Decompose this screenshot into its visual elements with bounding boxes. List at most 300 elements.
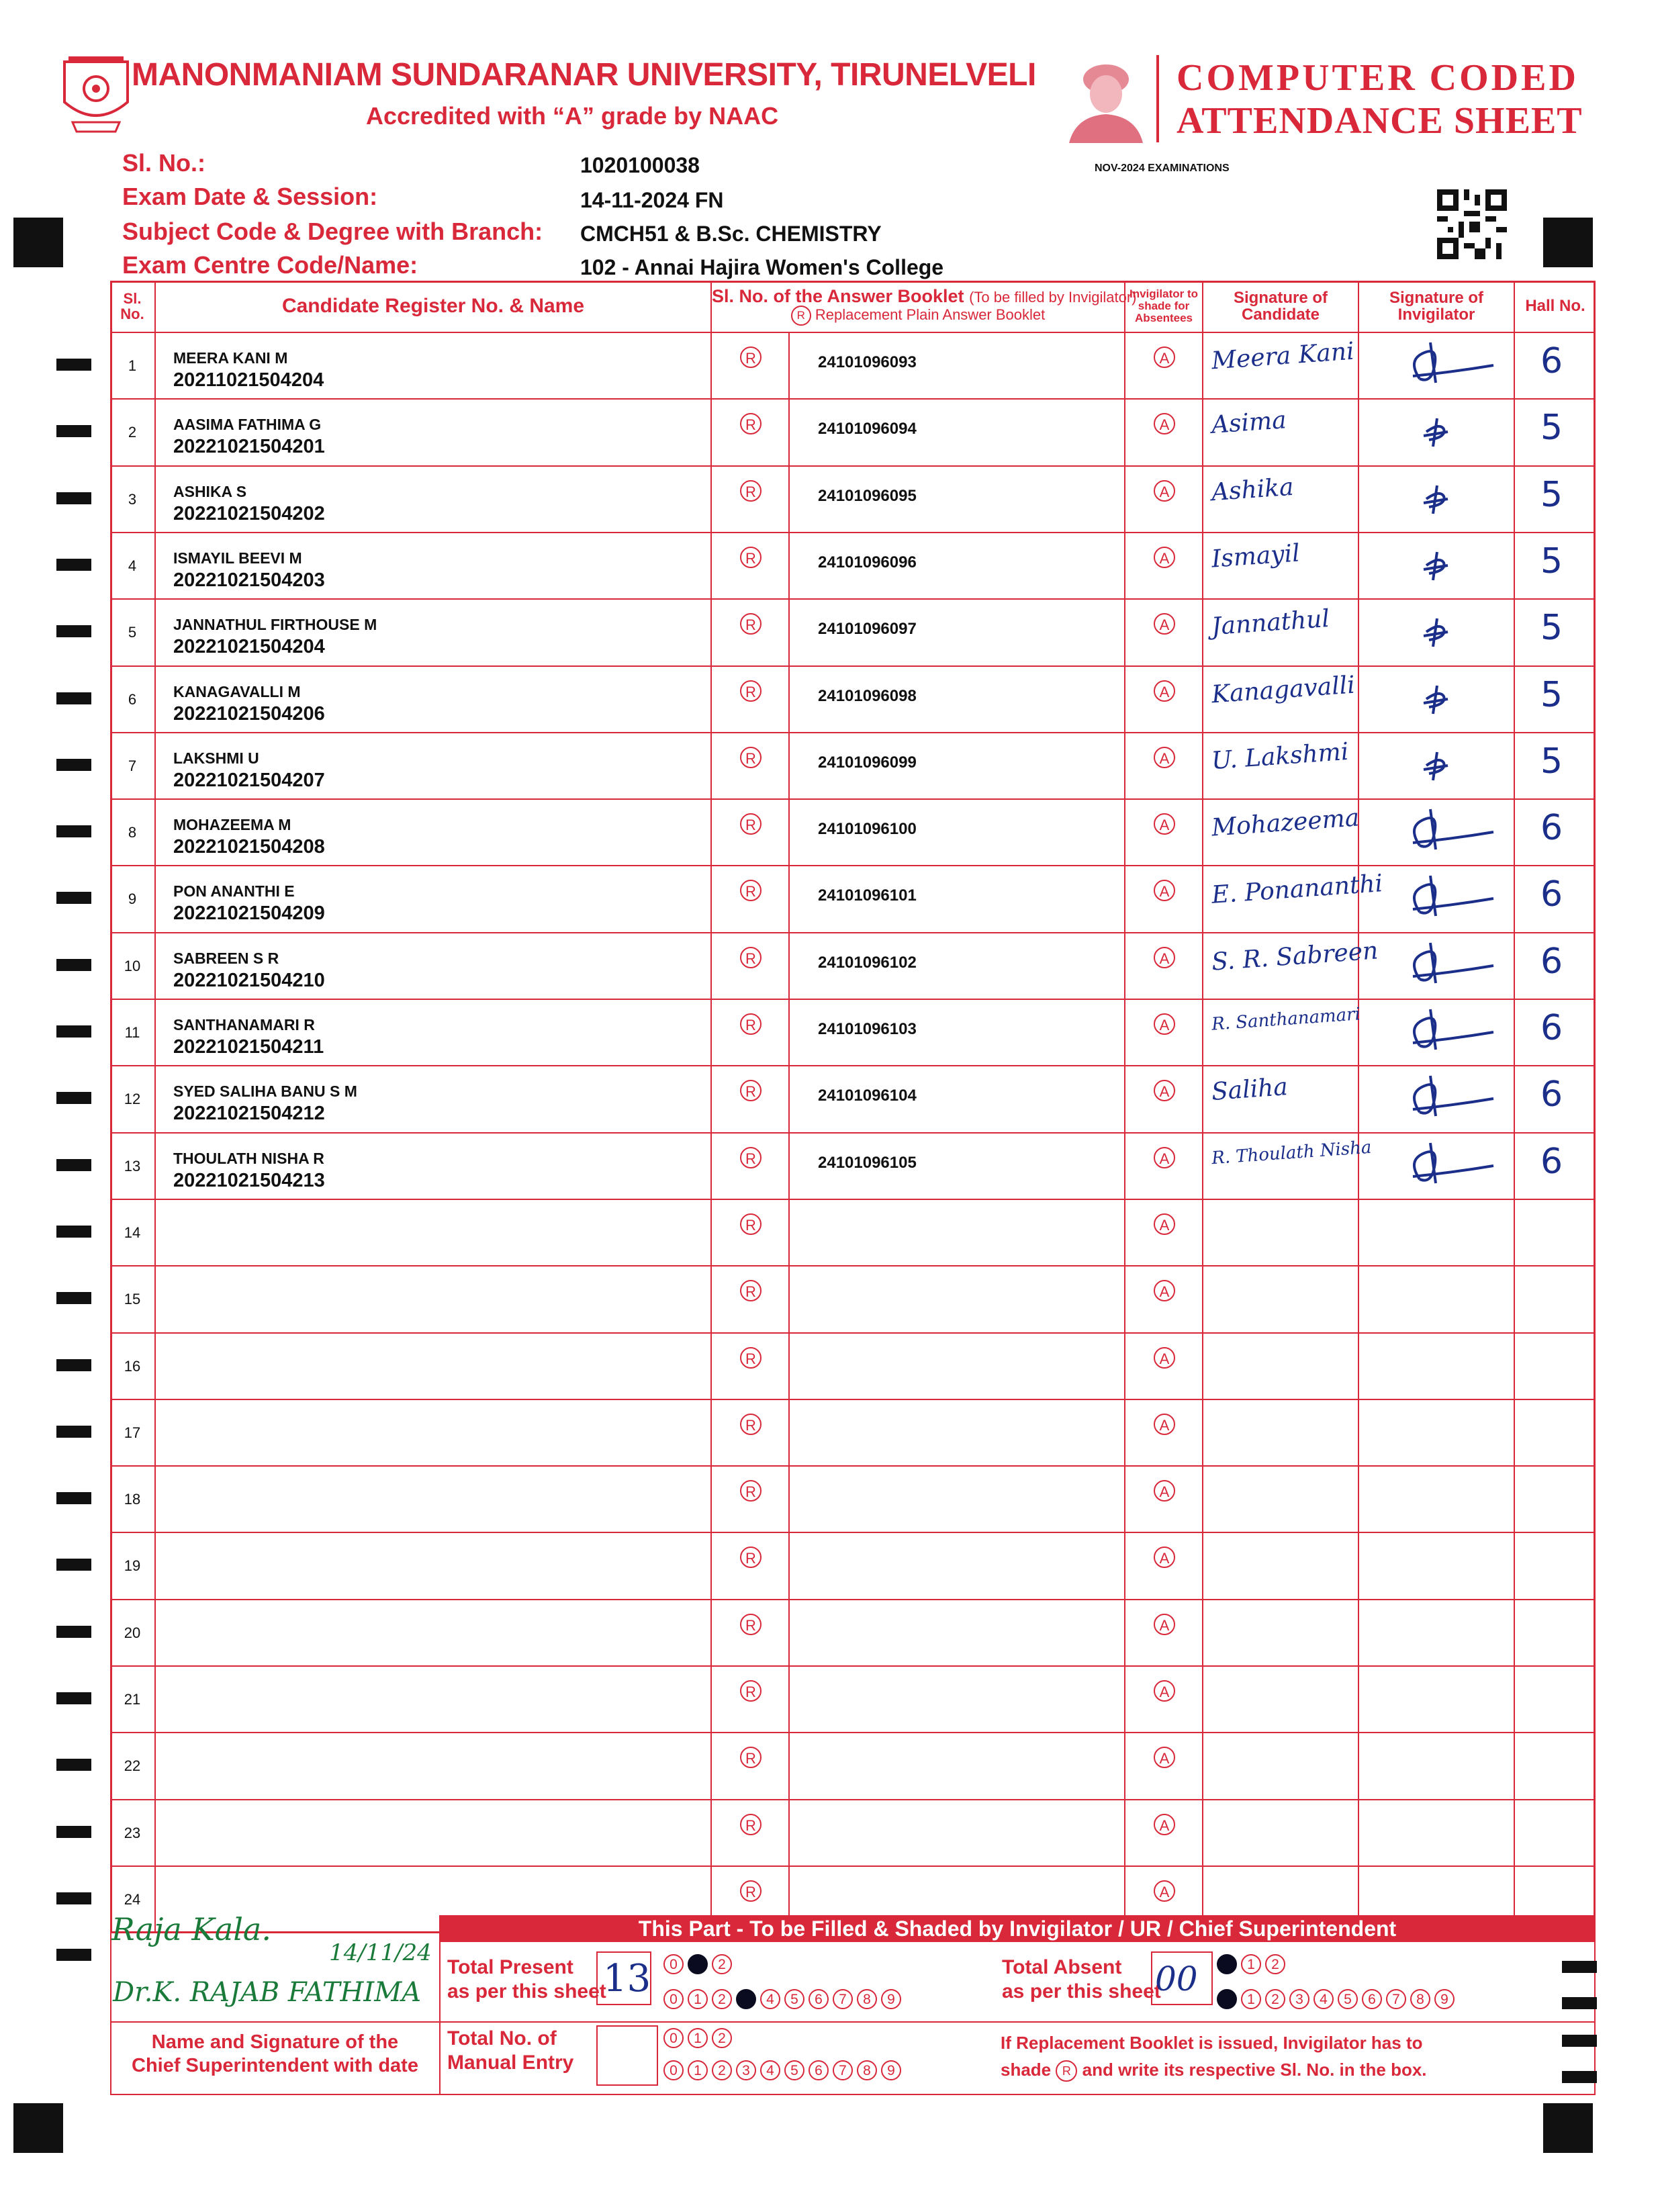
hall-number: 6 — [1540, 808, 1563, 848]
absentee-cell — [1125, 1533, 1203, 1599]
candidate-cell — [156, 1334, 712, 1399]
digit-bubble[interactable]: 7 — [833, 1989, 853, 2009]
booklet-cell[interactable] — [790, 1667, 1125, 1732]
row-sl-no: 12 — [110, 1066, 156, 1132]
col-sig-invigilator-header: Signature of Invigilator — [1359, 281, 1515, 332]
timing-mark — [1562, 2035, 1597, 2047]
replacement-bubble[interactable]: R — [740, 1414, 762, 1435]
digit-bubble[interactable]: 9 — [881, 2060, 901, 2080]
hall-number: 5 — [1540, 408, 1563, 448]
booklet-cell[interactable] — [790, 933, 1125, 999]
candidate-signature-cell[interactable] — [1203, 866, 1384, 932]
replacement-cell — [712, 1000, 790, 1065]
replacement-cell — [712, 866, 790, 932]
hall-number: 5 — [1540, 475, 1563, 515]
digit-bubble[interactable]: 4 — [760, 1989, 780, 2009]
row-sl-no: 10 — [110, 933, 156, 999]
table-row — [110, 398, 1596, 465]
invigilator-signature-cell[interactable] — [1359, 1733, 1515, 1799]
candidate-signature-cell[interactable] — [1203, 1066, 1359, 1132]
absent-bubble[interactable]: A — [1154, 1480, 1175, 1502]
candidate-signature-cell[interactable] — [1203, 1000, 1359, 1065]
absent-bubble[interactable]: A — [1154, 1280, 1175, 1301]
booklet-cell[interactable] — [790, 1733, 1125, 1799]
booklet-cell[interactable] — [790, 1334, 1125, 1399]
booklet-cell[interactable] — [790, 1134, 1125, 1199]
total-absent-box[interactable] — [1151, 1951, 1213, 2005]
table-row — [110, 1532, 1596, 1599]
exam-note: NOV-2024 EXAMINATIONS — [1095, 163, 1230, 174]
replacement-cell — [712, 667, 790, 732]
hall-cell[interactable] — [1515, 1334, 1596, 1399]
candidate-signature: E. Ponananthi — [1210, 870, 1384, 909]
digit-bubble[interactable]: 5 — [1338, 1989, 1358, 2009]
candidate-signature-cell[interactable] — [1203, 533, 1359, 598]
absent-bubble[interactable]: A — [1154, 1013, 1175, 1035]
hall-cell[interactable] — [1515, 1000, 1596, 1065]
booklet-number: 24101096105 — [818, 1154, 917, 1172]
table-row — [110, 1199, 1596, 1265]
timing-mark — [56, 1826, 91, 1838]
digit-bubble[interactable]: 1 — [1241, 1989, 1261, 2009]
digit-bubble[interactable]: 1 — [688, 2060, 708, 2080]
table-row — [110, 465, 1596, 532]
row-sl-no: 4 — [110, 533, 156, 598]
replacement-cell — [712, 467, 790, 532]
total-absent-label — [1002, 1955, 1161, 2004]
digit-bubble[interactable]: 0 — [663, 2060, 684, 2080]
invigilator-signature-cell[interactable] — [1359, 1266, 1515, 1332]
hall-cell[interactable] — [1515, 733, 1596, 798]
timing-mark — [56, 1559, 91, 1571]
timing-mark — [1562, 2071, 1597, 2083]
replacement-cell — [712, 1600, 790, 1665]
invigilator-signature-cell[interactable] — [1359, 1667, 1515, 1732]
invigilator-signature-cell[interactable] — [1359, 1800, 1515, 1865]
hall-cell[interactable] — [1515, 1733, 1596, 1799]
hall-cell[interactable] — [1515, 800, 1596, 865]
hall-cell[interactable] — [1515, 600, 1596, 665]
hall-cell[interactable] — [1515, 400, 1596, 465]
invigilator-signature — [1399, 739, 1507, 792]
replacement-symbol: R — [791, 306, 811, 326]
absent-bubble[interactable]: A — [1154, 947, 1175, 968]
absentee-cell — [1125, 1334, 1203, 1399]
digit-bubble[interactable]: 0 — [1217, 1954, 1237, 1974]
candidate-signature-cell[interactable] — [1203, 1266, 1359, 1332]
invigilator-signature — [1399, 939, 1507, 993]
candidate-signature-cell[interactable] — [1203, 1600, 1359, 1665]
candidate-name: MEERA KANI M — [173, 349, 288, 367]
invigilator-signature-cell[interactable] — [1359, 1200, 1515, 1265]
candidate-signature-cell[interactable] — [1203, 800, 1359, 865]
replacement-bubble[interactable]: R — [740, 1213, 762, 1235]
hall-number: 6 — [1540, 1142, 1563, 1182]
candidate-name: SYED SALIHA BANU S M — [173, 1082, 357, 1100]
candidate-signature: U. Lakshmi — [1210, 737, 1350, 776]
digit-bubble[interactable]: 2 — [712, 2028, 732, 2048]
timing-mark — [56, 1292, 91, 1304]
hall-cell[interactable] — [1515, 1134, 1596, 1199]
row-sl-no: 2 — [110, 400, 156, 465]
table-row — [110, 1799, 1596, 1865]
table-row — [110, 332, 1596, 398]
candidate-signature-cell[interactable] — [1203, 1667, 1359, 1732]
candidate-signature-cell[interactable] — [1203, 1800, 1359, 1865]
hall-cell[interactable] — [1515, 467, 1596, 532]
row-sl-no: 1 — [110, 333, 156, 398]
replacement-bubble[interactable]: R — [740, 1680, 762, 1702]
hall-cell[interactable] — [1515, 1467, 1596, 1532]
candidate-signature: Kanagavalli — [1210, 671, 1356, 709]
booklet-cell[interactable] — [790, 600, 1125, 665]
replacement-bubble[interactable]: R — [740, 1547, 762, 1568]
booklet-cell[interactable] — [790, 400, 1125, 465]
row-sl-no: 20 — [110, 1600, 156, 1665]
hall-cell[interactable] — [1515, 533, 1596, 598]
replacement-note-line1: If Replacement Booklet is issued, Invigilator has to — [1001, 2033, 1423, 2053]
bottom-band-title: This Part - To be Filled & Shaded by Invigilator / UR / Chief Superintendent — [439, 1915, 1596, 1942]
timing-mark — [1562, 1961, 1597, 1973]
replacement-bubble[interactable]: R — [740, 1280, 762, 1301]
invigilator-signature — [1399, 1139, 1507, 1193]
invigilator-signature — [1399, 539, 1507, 592]
absent-bubble[interactable]: A — [1154, 1747, 1175, 1768]
col-hall-header: Hall No. — [1525, 297, 1585, 316]
replacement-bubble[interactable]: R — [740, 1480, 762, 1502]
digit-bubble[interactable]: 2 — [712, 1954, 732, 1974]
digit-bubble[interactable]: 5 — [784, 1989, 804, 2009]
booklet-number: 24101096099 — [818, 753, 917, 772]
absent-bubble[interactable]: A — [1154, 1680, 1175, 1702]
booklet-cell[interactable] — [790, 866, 1125, 932]
booklet-number: 24101096104 — [818, 1087, 917, 1105]
hall-number: 5 — [1540, 741, 1563, 782]
table-row — [110, 1065, 1596, 1132]
booklet-cell[interactable] — [790, 467, 1125, 532]
invigilator-signature — [1399, 1005, 1507, 1059]
hall-cell[interactable] — [1515, 667, 1596, 732]
candidate-signature-cell[interactable] — [1203, 1400, 1359, 1465]
booklet-cell[interactable] — [790, 1066, 1125, 1132]
booklet-cell[interactable] — [790, 733, 1125, 798]
hall-cell[interactable] — [1515, 1800, 1596, 1865]
digit-bubble[interactable]: 0 — [663, 2028, 684, 2048]
table-header — [110, 281, 1596, 332]
absent-bubble[interactable]: A — [1154, 1213, 1175, 1235]
absentee-cell — [1125, 1134, 1203, 1199]
digit-bubble[interactable]: 0 — [663, 1954, 684, 1974]
hall-cell[interactable] — [1515, 1066, 1596, 1132]
invigilator-signature-cell[interactable] — [1359, 1400, 1515, 1465]
candidate-signature-cell[interactable] — [1203, 667, 1359, 732]
invigilator-signature-cell[interactable] — [1359, 1533, 1515, 1599]
candidate-signature: R. Thoulath Nisha — [1211, 1137, 1373, 1169]
digit-bubble[interactable]: 7 — [1386, 1989, 1406, 2009]
replacement-cell — [712, 400, 790, 465]
invigilator-signature — [1399, 472, 1507, 526]
hall-cell[interactable] — [1515, 1600, 1596, 1665]
booklet-number: 24101096100 — [818, 820, 917, 838]
replacement-bubble[interactable]: R — [740, 1814, 762, 1835]
replacement-bubble[interactable]: R — [740, 1614, 762, 1635]
candidate-signature-cell[interactable] — [1203, 933, 1379, 999]
candidate-signature-cell[interactable] — [1203, 1200, 1359, 1265]
candidate-name: ISMAYIL BEEVI M — [173, 549, 302, 567]
booklet-number: 24101096098 — [818, 687, 917, 705]
total-present-box[interactable] — [596, 1951, 651, 2005]
replacement-cell — [712, 1800, 790, 1865]
replacement-note-line2a: shade — [1001, 2060, 1052, 2080]
candidate-signature-cell[interactable] — [1203, 600, 1359, 665]
digit-bubble[interactable]: 1 — [688, 2028, 708, 2048]
candidate-signature-cell[interactable] — [1203, 1134, 1373, 1199]
absent-bubble[interactable]: A — [1154, 1414, 1175, 1435]
timing-mark — [56, 1492, 91, 1504]
booklet-cell[interactable] — [790, 1533, 1125, 1599]
digit-bubble[interactable]: 6 — [1362, 1989, 1382, 2009]
absent-bubble[interactable]: A — [1154, 547, 1175, 568]
candidate-register-no: 20221021504208 — [173, 836, 325, 858]
replacement-cell — [712, 533, 790, 598]
digit-bubble[interactable]: 9 — [1434, 1989, 1455, 2009]
digit-bubble[interactable]: 2 — [712, 2060, 732, 2080]
table-row — [110, 1265, 1596, 1332]
candidate-signature: Ismayil — [1210, 539, 1301, 573]
timing-mark — [56, 1359, 91, 1371]
absentee-cell — [1125, 1400, 1203, 1465]
hall-cell[interactable] — [1515, 333, 1596, 398]
absentee-cell — [1125, 1200, 1203, 1265]
replacement-bubble[interactable]: R — [740, 1013, 762, 1035]
sl-no-value: 1020100038 — [580, 153, 700, 177]
absent-bubble[interactable]: A — [1154, 480, 1175, 502]
absentee-cell — [1125, 1800, 1203, 1865]
candidate-register-no: 20221021504213 — [173, 1170, 325, 1191]
hall-cell[interactable] — [1515, 933, 1596, 999]
hall-number: 6 — [1540, 1074, 1563, 1115]
timing-mark — [56, 1759, 91, 1771]
timing-mark — [56, 359, 91, 371]
absent-bubble[interactable]: A — [1154, 1347, 1175, 1369]
replacement-bubble[interactable]: R — [740, 1080, 762, 1101]
absentee-cell — [1125, 866, 1203, 932]
absent-bubble[interactable]: A — [1154, 613, 1175, 635]
manual-entry-box[interactable] — [596, 2025, 658, 2086]
absent-bubble[interactable]: A — [1154, 813, 1175, 835]
centre-value: 102 - Annai Hajira Women's College — [580, 255, 944, 279]
hall-cell[interactable] — [1515, 1200, 1596, 1265]
total-absent-value: 00 — [1155, 1960, 1198, 1998]
candidate-signature-cell[interactable] — [1203, 1467, 1359, 1532]
booklet-cell[interactable] — [790, 1266, 1125, 1332]
timing-mark — [56, 492, 91, 504]
replacement-bubble[interactable]: R — [740, 1347, 762, 1369]
timing-mark — [56, 1426, 91, 1438]
timing-mark — [56, 1692, 91, 1704]
candidate-cell — [156, 333, 712, 398]
timing-mark — [56, 692, 91, 704]
digit-bubble[interactable]: 2 — [712, 1989, 732, 2009]
digit-bubble[interactable]: 2 — [1265, 1954, 1285, 1974]
candidate-cell — [156, 1733, 712, 1799]
table-row — [110, 999, 1596, 1065]
row-sl-no: 11 — [110, 1000, 156, 1065]
chief-label — [132, 2031, 418, 2078]
digit-bubble[interactable]: 3 — [736, 1989, 756, 2009]
digit-bubble[interactable]: 3 — [1289, 1989, 1309, 2009]
candidate-signature-cell[interactable] — [1203, 333, 1359, 398]
absent-bubble[interactable]: A — [1154, 413, 1175, 434]
digit-bubble[interactable]: 2 — [1265, 1989, 1285, 2009]
absent-bubble[interactable]: A — [1154, 680, 1175, 702]
replacement-bubble[interactable]: R — [740, 1147, 762, 1168]
timing-mark — [1562, 1997, 1597, 2009]
hall-cell[interactable] — [1515, 1667, 1596, 1732]
subject-label: Subject Code & Degree with Branch: — [122, 218, 543, 245]
candidate-signature: S. R. Sabreen — [1210, 937, 1379, 976]
booklet-number: 24101096096 — [818, 553, 917, 571]
row-sl-no: 17 — [110, 1400, 156, 1465]
row-sl-no: 23 — [110, 1800, 156, 1865]
replacement-bubble[interactable]: R — [740, 613, 762, 635]
registration-mark — [1543, 2103, 1593, 2153]
exam-date-label: Exam Date & Session: — [122, 183, 378, 210]
candidate-cell — [156, 600, 712, 665]
replacement-bubble[interactable]: R — [740, 1880, 762, 1902]
booklet-cell[interactable] — [790, 1000, 1125, 1065]
bottom-divider-v — [439, 1915, 441, 2095]
invigilator-signature-cell[interactable] — [1359, 1334, 1515, 1399]
digit-bubble[interactable]: 4 — [760, 2060, 780, 2080]
digit-bubble[interactable]: 3 — [736, 2060, 756, 2080]
absent-bubble[interactable]: A — [1154, 347, 1175, 368]
digit-bubble[interactable]: 6 — [809, 2060, 829, 2080]
digit-bubble[interactable]: 8 — [857, 1989, 877, 2009]
absentee-cell — [1125, 933, 1203, 999]
candidate-signature: Jannathul — [1210, 604, 1331, 641]
booklet-cell[interactable] — [790, 333, 1125, 398]
digit-bubble[interactable]: 7 — [833, 2060, 853, 2080]
absent-bubble[interactable]: A — [1154, 747, 1175, 768]
booklet-number: 24101096102 — [818, 954, 917, 972]
manual-entry-label — [447, 2027, 573, 2075]
candidate-signature-cell[interactable] — [1203, 1533, 1359, 1599]
digit-bubble[interactable]: 0 — [663, 1989, 684, 2009]
row-sl-no: 8 — [110, 800, 156, 865]
booklet-number: 24101096103 — [818, 1020, 917, 1038]
digit-bubble[interactable]: 1 — [688, 1954, 708, 1974]
absent-bubble[interactable]: A — [1154, 1080, 1175, 1101]
absentee-cell — [1125, 600, 1203, 665]
replacement-bubble[interactable]: R — [740, 1747, 762, 1768]
candidate-name: JANNATHUL FIRTHOUSE M — [173, 616, 377, 633]
booklet-cell[interactable] — [790, 800, 1125, 865]
candidate-cell — [156, 1600, 712, 1665]
candidate-signature-cell[interactable] — [1203, 1733, 1359, 1799]
candidate-signature-cell[interactable] — [1203, 467, 1359, 532]
replacement-bubble[interactable]: R — [740, 413, 762, 434]
digit-bubble[interactable]: 1 — [688, 1989, 708, 2009]
hall-cell[interactable] — [1515, 1266, 1596, 1332]
digit-bubble[interactable]: 8 — [857, 2060, 877, 2080]
booklet-cell[interactable] — [790, 1600, 1125, 1665]
row-sl-no: 24 — [110, 1867, 156, 1932]
booklet-cell[interactable] — [790, 1400, 1125, 1465]
digit-bubble[interactable]: 6 — [809, 1989, 829, 2009]
replacement-bubble[interactable]: R — [740, 747, 762, 768]
table-row — [110, 1399, 1596, 1465]
invigilator-signature — [1399, 672, 1507, 726]
replacement-cell — [712, 600, 790, 665]
replacement-bubble[interactable]: R — [740, 880, 762, 901]
absent-bubble[interactable]: A — [1154, 1547, 1175, 1568]
replacement-bubble[interactable]: R — [740, 947, 762, 968]
replacement-bubble[interactable]: R — [740, 813, 762, 835]
absent-bubble[interactable]: A — [1154, 1614, 1175, 1635]
candidate-signature-cell[interactable] — [1203, 400, 1359, 465]
row-sl-no: 15 — [110, 1266, 156, 1332]
digit-bubble[interactable]: 1 — [1241, 1954, 1261, 1974]
row-sl-no: 19 — [110, 1533, 156, 1599]
hall-number: 6 — [1540, 1008, 1563, 1048]
replacement-bubble[interactable]: R — [740, 680, 762, 702]
candidate-signature-cell[interactable] — [1203, 733, 1359, 798]
replacement-bubble[interactable]: R — [740, 480, 762, 502]
candidate-register-no: 20221021504204 — [173, 636, 325, 657]
hall-cell[interactable] — [1515, 1533, 1596, 1599]
candidate-register-no: 20221021504211 — [173, 1036, 324, 1058]
candidate-cell — [156, 1467, 712, 1532]
row-sl-no: 3 — [110, 467, 156, 532]
table-row — [110, 1465, 1596, 1532]
booklet-number: 24101096093 — [818, 353, 917, 371]
hall-cell[interactable] — [1515, 866, 1596, 932]
booklet-cell[interactable] — [790, 1200, 1125, 1265]
candidate-signature-cell[interactable] — [1203, 1334, 1359, 1399]
digit-bubble[interactable]: 9 — [881, 1989, 901, 2009]
absent-bubble[interactable]: A — [1154, 880, 1175, 901]
total-present-label-2: as per this sheet — [447, 1980, 606, 2002]
absent-bubble[interactable]: A — [1154, 1147, 1175, 1168]
row-sl-no: 5 — [110, 600, 156, 665]
hall-cell[interactable] — [1515, 1400, 1596, 1465]
replacement-bubble[interactable]: R — [740, 547, 762, 568]
absent-bubble[interactable]: A — [1154, 1814, 1175, 1835]
row-sl-no: 21 — [110, 1667, 156, 1732]
booklet-cell[interactable] — [790, 1800, 1125, 1865]
candidate-cell — [156, 1533, 712, 1599]
digit-bubble[interactable]: 8 — [1410, 1989, 1430, 2009]
table-row — [110, 665, 1596, 732]
table-row — [110, 1665, 1596, 1732]
replacement-bubble[interactable]: R — [740, 347, 762, 368]
booklet-cell[interactable] — [790, 667, 1125, 732]
candidate-signature: Ashika — [1210, 473, 1295, 507]
booklet-cell[interactable] — [790, 533, 1125, 598]
invigilator-signature-cell[interactable] — [1359, 1600, 1515, 1665]
candidate-signature: Asima — [1210, 406, 1287, 439]
absent-bubble[interactable]: A — [1154, 1880, 1175, 1902]
digit-bubble[interactable]: 5 — [784, 2060, 804, 2080]
digit-bubble[interactable]: 0 — [1217, 1989, 1237, 2009]
digit-bubble[interactable]: 4 — [1313, 1989, 1334, 2009]
invigilator-signature-cell[interactable] — [1359, 1467, 1515, 1532]
replacement-note-line2b: and write its respective Sl. No. in the box. — [1082, 2060, 1427, 2080]
booklet-cell[interactable] — [790, 1467, 1125, 1532]
candidate-name: LAKSHMI U — [173, 749, 259, 767]
replacement-cell — [712, 800, 790, 865]
